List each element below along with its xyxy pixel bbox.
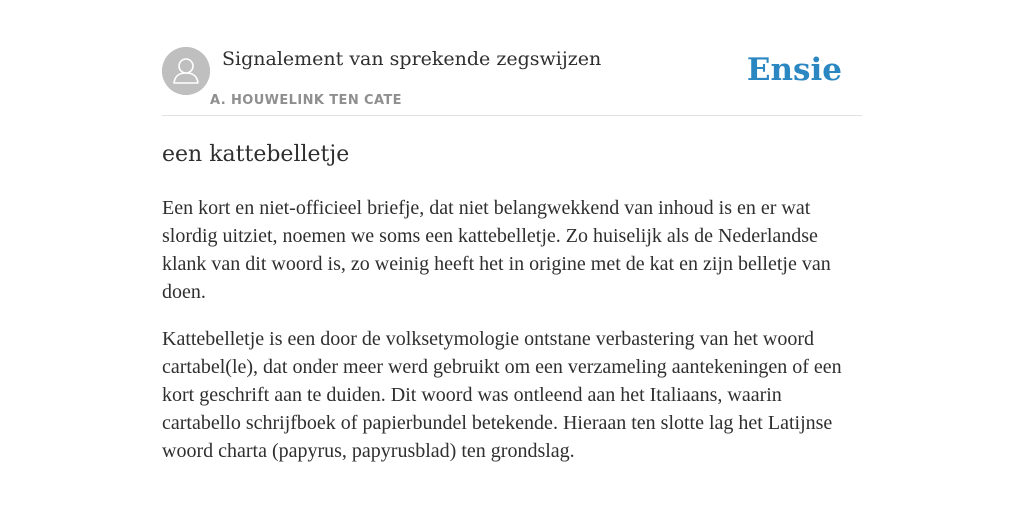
user-icon <box>162 47 210 95</box>
source-title[interactable]: Signalement van sprekende zegswijzen <box>222 48 602 70</box>
content-column <box>162 0 862 465</box>
ensie-logo[interactable]: Ensie <box>746 52 842 88</box>
entry-title: een kattebelletje <box>162 142 350 167</box>
header <box>162 0 862 116</box>
entry-paragraph-1: Een kort en niet-officieel briefje, dat niet belangwekkend van inhoud is en er wat slordig uitziet, noemen we soms een kattebelletje. Zo huiselijk als de Nederlandse klank van dit woord is, zo weinig heeft het in origine met de kat en zijn belletje van doen. <box>162 197 831 303</box>
entry-paragraph-2: Kattebelletje is een door de volksetymologie ontstane verbastering van het woord cartabel(le), dat onder meer werd gebruikt om een verzameling aantekeningen of een kort geschrift aan te duiden. Dit woord was ontleend aan het Italiaans, waarin cartabello schrijfboek of papierbundel betekende. Hieraan ten slotte lag het Latijnse woord charta (papyrus, papyrusblad) ten grondslag. <box>162 328 842 462</box>
avatar[interactable] <box>162 47 210 95</box>
author-name[interactable]: A. HOUWELINK TEN CATE <box>210 93 402 108</box>
